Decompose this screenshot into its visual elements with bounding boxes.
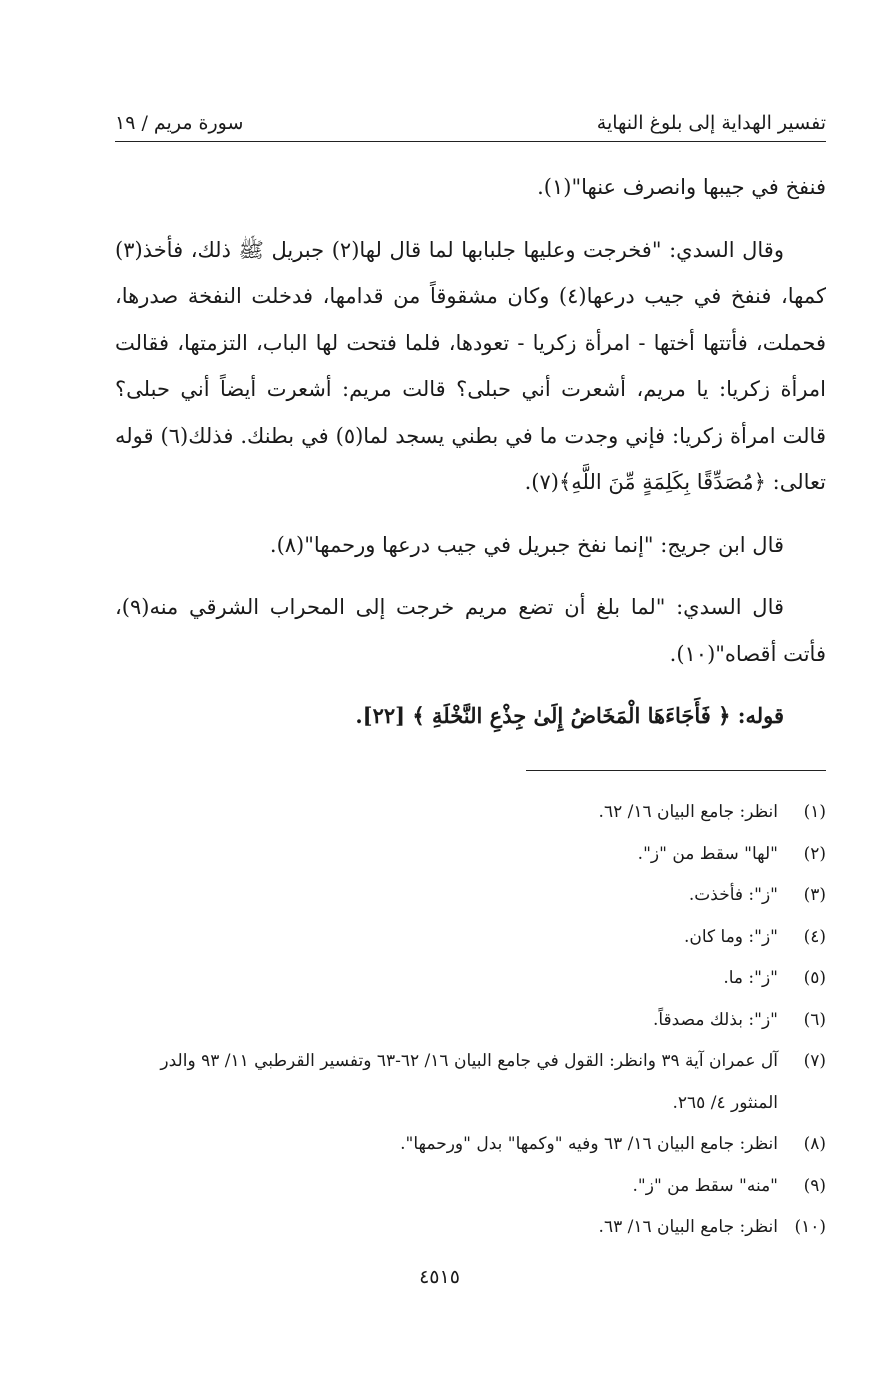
footnote-number: (٦) <box>803 1009 826 1030</box>
surah-reference: سورة مريم / ١٩ <box>115 112 244 134</box>
footnote <box>115 1000 826 1042</box>
footnote-number: (٩) <box>803 1175 826 1196</box>
paragraph: قال ابن جريج: "إنما نفخ جبريل في جيب درعها ورحمها"(٨). <box>269 532 784 557</box>
footnote-text: آل عمران آية ٣٩ وانظر: القول في جامع البيان ١٦/ ٦٢-٦٣ وتفسير القرطبي ١١/ ٩٣ والدر المنثور ٤/ ٢٦٥. <box>160 1051 778 1113</box>
footnote <box>115 792 826 834</box>
footnote <box>115 875 826 917</box>
paragraph: قوله: ﴿ فَأَجَاءَهَا الْمَخَاضُ إِلَىٰ جِذْعِ النَّخْلَةِ ﴾ [٢٢]. <box>355 703 784 728</box>
paragraph: وقال السدي: "فخرجت وعليها جلبابها لما قال لها(٢) جبريل ﷺ ذلك، فأخذ(٣) كمها، فنفخ في جيب درعها(٤) وكان مشقوقاً من قدامها، فدخلت النفخة صدرها، فحملت، فأتتها أختها - امرأة زكريا - تعودها، فلما فتحت لها الباب، التزمتها، فقالت امرأة زكريا: يا مريم، أشعرت أني حبلى؟ قالت مريم: أشعرت أيضاً أني حبلى؟ قالت امرأة زكريا: فإني وجدت ما في بطني يسجد لما(٥) في بطنك. فذلك(٦) قوله تعالى: ﴿مُصَدِّقًا بِكَلِمَةٍ مِّنَ اللَّهِ﴾(٧). <box>115 237 826 494</box>
footnote-number: (١) <box>803 802 826 822</box>
footnote <box>115 1207 826 1249</box>
book-title: تفسير الهداية إلى بلوغ النهاية <box>596 112 826 134</box>
footnote-rule <box>526 770 826 771</box>
footnote <box>115 958 826 1000</box>
footnote-number: (٨) <box>803 1134 826 1154</box>
paragraph: فنفخ في جيبها وانصرف عنها"(١). <box>537 175 826 199</box>
paragraph: قال السدي: "لما بلغ أن تضع مريم خرجت إلى المحراب الشرقي منه(٩)، فأتت أقصاه"(١٠). <box>115 595 826 666</box>
footnotes <box>115 792 826 1249</box>
running-header <box>115 100 826 134</box>
footnote-text: انظر: جامع البيان ١٦/ ٦٢. <box>598 802 778 822</box>
footnote <box>115 917 826 959</box>
footnote-text: "منه" سقط من "ز". <box>632 1175 778 1196</box>
footnote-text: "ز": ما. <box>723 968 778 988</box>
footnote <box>115 1124 826 1166</box>
footnote-text: "ز": وما كان. <box>683 926 778 947</box>
footnote-number: (٢) <box>803 843 826 864</box>
footnote-text: "ز": بذلك مصدقاً. <box>652 1009 778 1030</box>
footnote-text: "ز": فأخذت. <box>688 885 778 905</box>
footnote-text: انظر: جامع البيان ١٦/ ٦٣. <box>598 1217 778 1237</box>
page-number: ٤٥١٥ <box>419 1266 460 1288</box>
footnote-text: "لها" سقط من "ز". <box>637 843 778 864</box>
footnote-number: (١٠) <box>794 1217 826 1237</box>
footnote-number: (٤) <box>803 926 826 947</box>
main-text <box>115 164 826 740</box>
footnote <box>115 834 826 876</box>
footnote-number: (٣) <box>803 885 826 905</box>
footnote-text: انظر: جامع البيان ١٦/ ٦٣ وفيه "وكمها" بدل "ورحمها". <box>400 1134 778 1154</box>
footnote-number: (٧) <box>803 1051 826 1071</box>
footnote <box>115 1166 826 1208</box>
footnote <box>115 1041 826 1124</box>
footnote-number: (٥) <box>803 968 826 988</box>
header-rule <box>115 141 826 142</box>
